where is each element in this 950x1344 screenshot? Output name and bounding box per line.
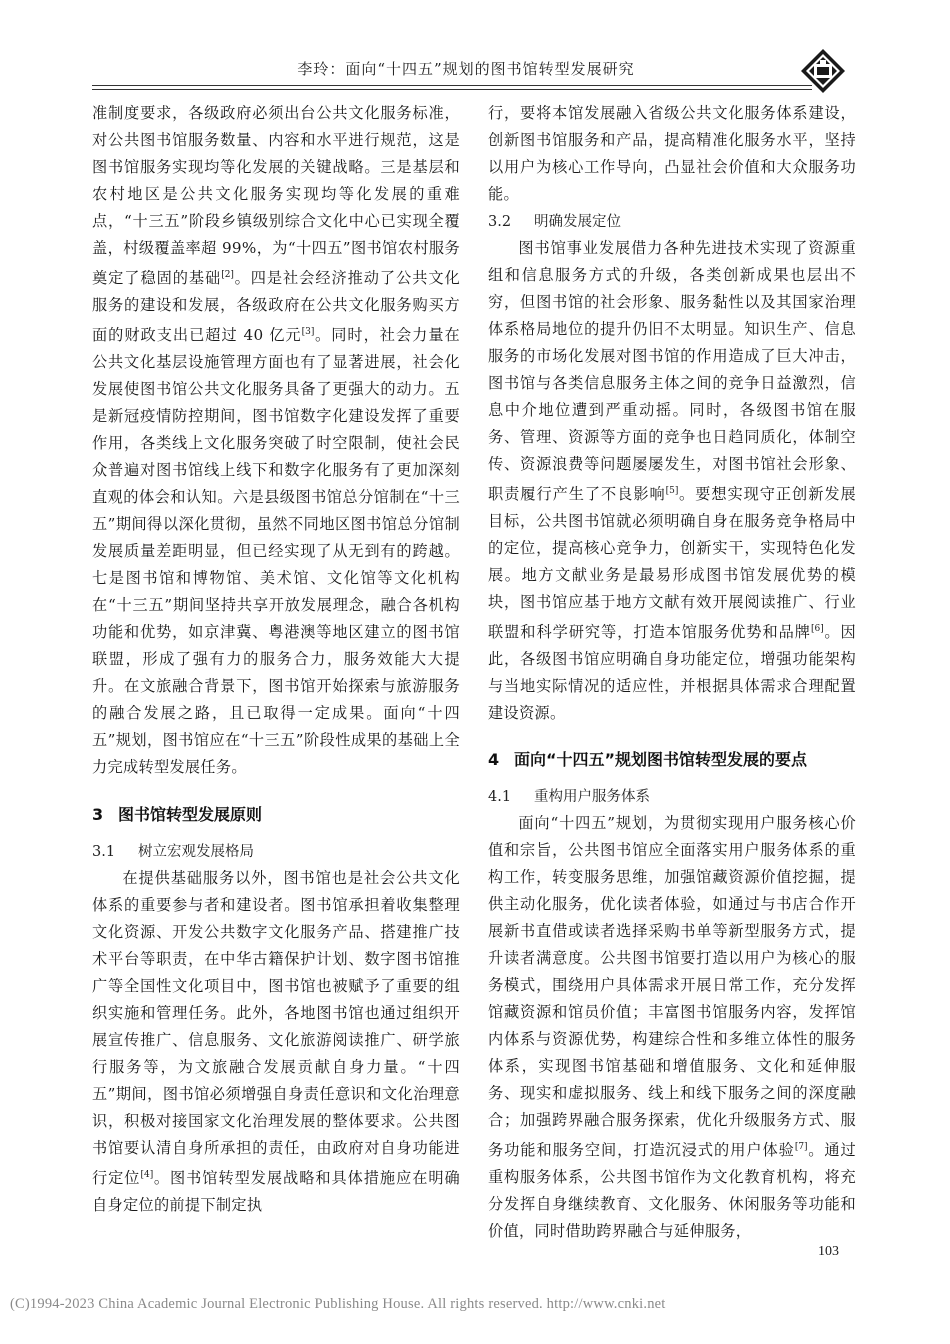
section-heading-4: 4 面向“十四五”规划图书馆转型发展的要点 — [488, 750, 808, 769]
citation-ref: [3] — [301, 327, 315, 337]
subsection-heading-4-1: 4.1 重构用户服务体系 — [488, 789, 650, 805]
running-header: 李玲：面向“十四五”规划的图书馆转型发展研究 — [297, 60, 635, 78]
citation-ref: [2] — [221, 270, 234, 280]
copyright-footer: (C)1994-2023 China Academic Journal Electronic Publishing House. All rights reserved. http://www.cnki.net — [10, 1296, 666, 1312]
header-rule-thin — [92, 89, 812, 90]
left-column — [92, 100, 460, 1219]
page-number: 103 — [818, 1244, 839, 1259]
journal-logo-icon — [800, 48, 846, 94]
paragraph-continued: 行，要将本馆发展融入省级公共文化服务体系建设，创新图书馆服务和产品，提高精准化服务水平，坚持以用户为核心工作导向，凸显社会价值和大众服务功能。 — [488, 104, 856, 203]
header-rule — [92, 85, 812, 86]
subsection-heading-3-1: 3.1 树立宏观发展格局 — [92, 844, 254, 860]
paragraph-3-1: 在提供基础服务以外，图书馆也是社会公共文化体系的重要参与者和建设者。图书馆承担着收集整理文化资源、开发公共数字文化服务产品、搭建推广技术平台等职责，在中华古籍保护计划、数字图书馆推广等全国性文化项目中，图书馆也被赋予了重要的组织实施和管理任务。此外，各地图书馆也通过组织开展宣传推广、信息服务、文化旅游阅读推广、研学旅行服务等，为文旅融合发展贡献自身力量。“十四五”期间，图书馆必须增强自身责任意识和文化治理意识，积极对接国家文化治理发展的整体要求。公共图书馆要认清自身所承担的责任，由政府对自身功能进行定位[4]。图书馆转型发展战略和具体措施应在明确自身定位的前提下制定执 — [92, 869, 461, 1214]
right-column — [488, 100, 856, 1245]
citation-ref: [5] — [665, 486, 679, 496]
paragraph-3-2: 图书馆事业发展借力各种先进技术实现了资源重组和信息服务方式的升级，各类创新成果也层出不穷，但图书馆的社会形象、服务黏性以及其国家治理体系格局地位的提升仍旧不太明显。知识生产、信息服务的市场化发展对图书馆的作用造成了巨大冲击，图书馆与各类信息服务主体之间的竞争日益激烈，信息中介地位遭到严重动摇。同时，各级图书馆在服务、管理、资源等方面的竞争也日趋同质化，体制空传、资源浪费等问题屡屡发生，对图书馆社会形象、职责履行产生了不良影响[5]。要想实现守正创新发展目标，公共图书馆就必须明确自身在服务竞争格局中的定位，提高核心竞争力，创新实干，实现特色化发展。地方文献业务是最易形成图书馆发展优势的模块，图书馆应基于地方文献有效开展阅读推广、行业联盟和科学研究等，打造本馆服务优势和品牌[6]。因此，各级图书馆应明确自身功能定位，增强功能架构与当地实际情况的适应性，并根据具体需求合理配置建设资源。 — [488, 239, 856, 722]
citation-ref: [7] — [794, 1142, 808, 1152]
citation-ref: [6] — [810, 624, 824, 634]
subsection-heading-3-2: 3.2 明确发展定位 — [488, 214, 621, 230]
paragraph-4-1: 面向“十四五”规划，为贯彻实现用户服务核心价值和宗旨，公共图书馆应全面落实用户服务体系的重构工作，转变服务思维，加强馆藏资源价值挖掘，提供主动化服务，优化读者体验，如通过与书店合作开展新书直借或读者选择采购书单等新型服务方式，提升读者满意度。公共图书馆要打造以用户为核心的服务模式，围绕用户具体需求开展日常工作，充分发挥馆藏资源和馆员价值；丰富图书馆服务内容，发挥馆内体系与资源优势，构建综合性和多维立体性的服务体系，实现图书馆基础和增值服务、文化和延伸服务、现实和虚拟服务、线上和线下服务之间的深度融合；加强跨界融合服务探索，优化升级服务方式、服务功能和服务空间，打造沉浸式的用户体验[7]。通过重构服务体系，公共图书馆作为文化教育机构，将充分发挥自身继续教育、文化服务、休闲服务等功能和价值，同时借助跨界融合与延伸服务， — [488, 814, 857, 1240]
paragraph-continued: 准制度要求，各级政府必须出台公共文化服务标准，对公共图书馆服务数量、内容和水平进行规范，这是图书馆服务实现均等化发展的关键战略。三是基层和农村地区是公共文化服务实现均等化发展的重难点，“十三五”阶段乡镇级别综合文化中心已实现全覆盖，村级覆盖率超 99%，为“十四五”图书馆农村服务奠定了稳固的基础[2]。四是社会经济推动了公共文化服务的建设和发展，各级政府在公共文化服务购买方面的财政支出已超过 40 亿元[3]。同时，社会力量在公共文化基层设施管理方面也有了显著进展，社会化发展使图书馆公共文化服务具备了更强大的动力。五是新冠疫情防控期间，图书馆数字化建设发挥了重要作用，各类线上文化服务突破了时空限制，使社会民众普遍对图书馆线上线下和数字化服务有了更加深刻直观的体会和认知。六是县级图书馆总分馆制在“十三五”期间得以深化贯彻，虽然不同地区图书馆总分馆制发展质量差距明显，但已经实现了从无到有的跨越。七是图书馆和博物馆、美术馆、文化馆等文化机构在“十三五”期间坚持共享开放发展理念，融合各机构功能和优势，如京津冀、粤港澳等地区建立的图书馆联盟，形成了强有力的服务合力，服务效能大大提升。在文旅融合背景下，图书馆开始探索与旅游服务的融合发展之路，且已取得一定成果。面向“十四五”规划，图书馆应在“十三五”阶段性成果的基础上全力完成转型发展任务。 — [92, 104, 460, 776]
citation-ref: [4] — [140, 1170, 154, 1180]
section-heading-3: 3 图书馆转型发展原则 — [92, 805, 263, 824]
